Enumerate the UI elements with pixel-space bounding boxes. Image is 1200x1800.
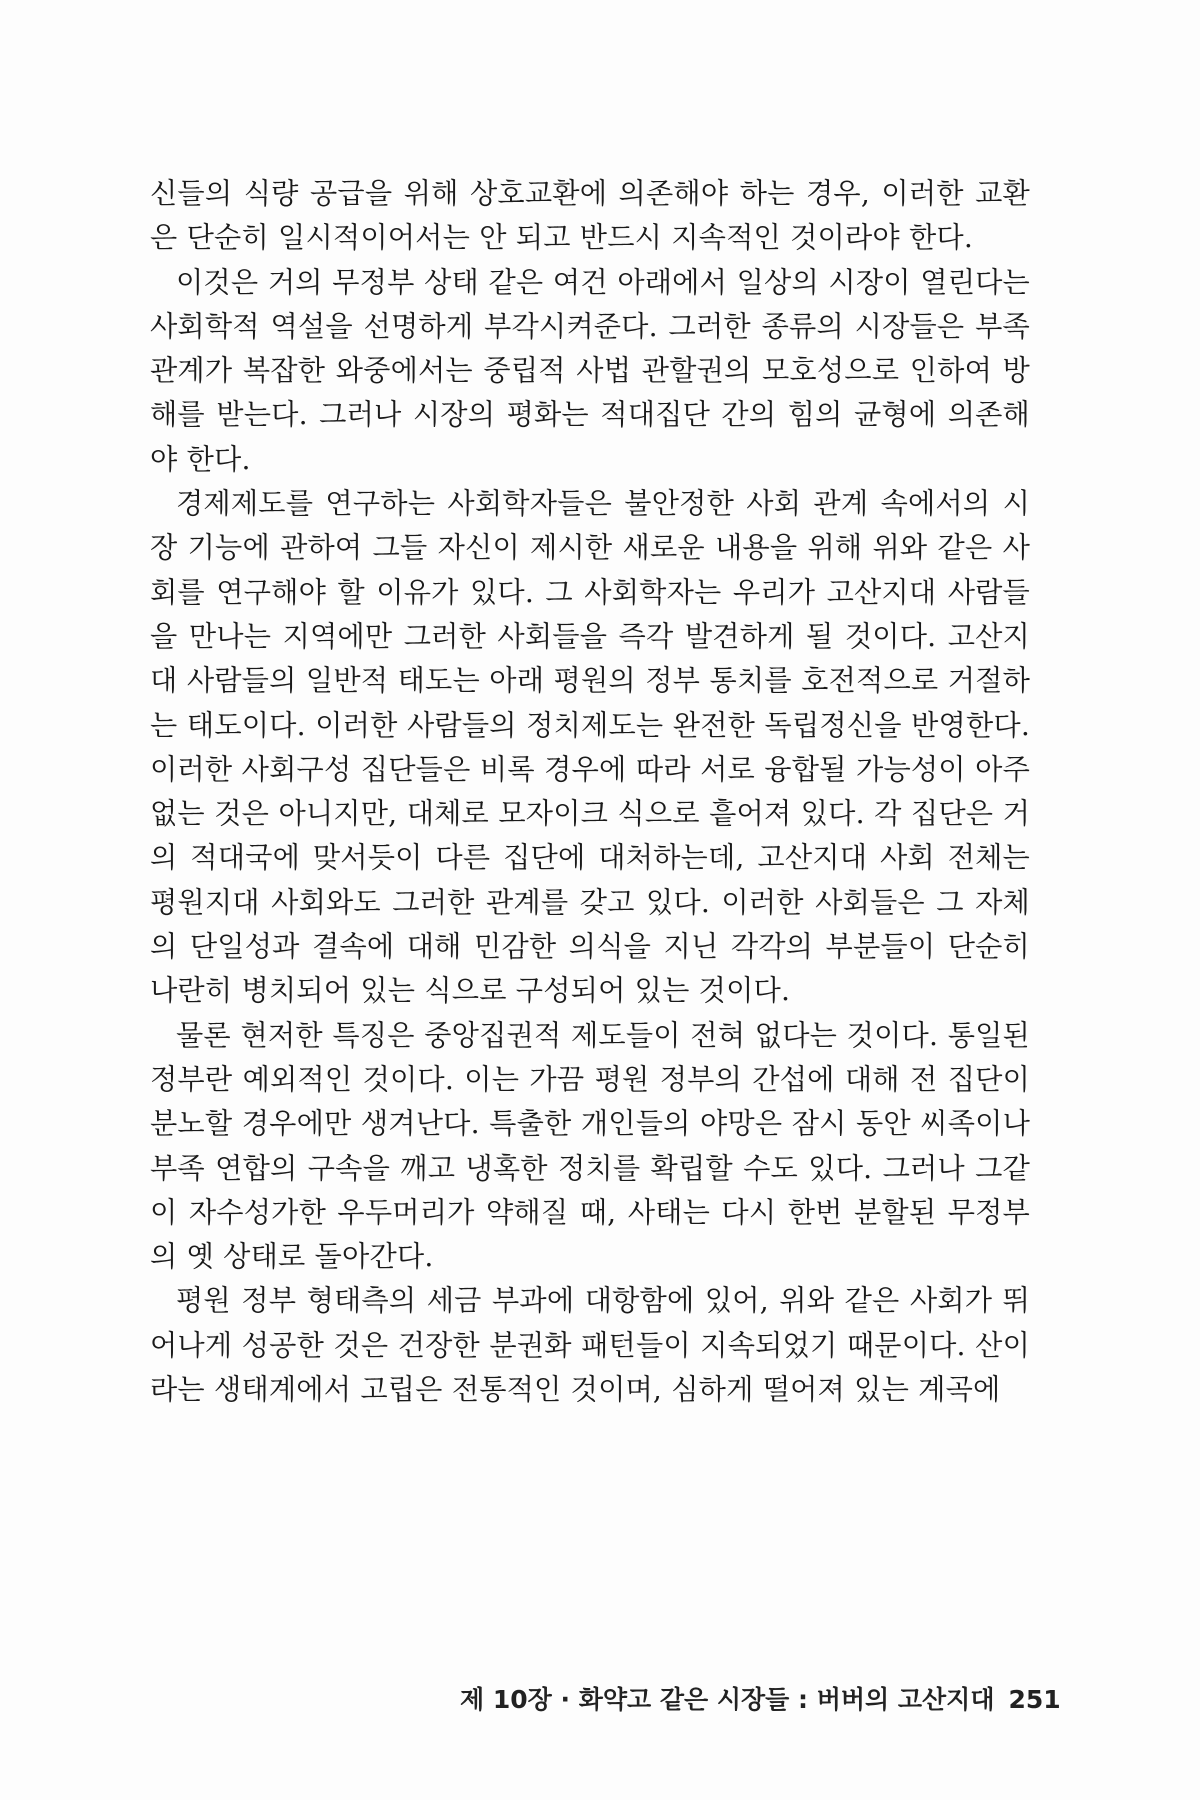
paragraph-4: 물론 현저한 특징은 중앙집권적 제도들이 전혀 없다는 것이다. 통일된 정부란 예외적인 것이다. 이는 가끔 평원 정부의 간섭에 대해 전 집단이 분노할 경우에만 생겨난다. 특출한 개인들의 야망은 잠시 동안 씨족이나 부족 연합의 구속을 깨고 냉혹한 정치를 확립할 수도 있다. 그러나 그같이 자수성가한 우두머리가 약해질 때, 사태는 다시 한번 분할된 무정부의 옛 상태로 돌아간다. [150,1018,1030,1274]
page-number: 251 [1008,1685,1061,1714]
paragraph-5: 평원 정부 형태측의 세금 부과에 대항함에 있어, 위와 같은 사회가 뛰어나게 성공한 것은 건장한 분권화 패턴들이 지속되었기 때문이다. 산이라는 생태계에서 고립은 전통적인 것이며, 심하게 떨어져 있는 계곡에 [150,1284,1030,1407]
running-title: 제 10장 · 화약고 같은 시장들 : 버버의 고산지대 [460,1685,995,1714]
paragraph-1: 신들의 식량 공급을 위해 상호교환에 의존해야 하는 경우, 이러한 교환은 단순히 일시적이어서는 안 되고 반드시 지속적인 것이라야 한다. [150,177,1030,255]
body-text [150,172,1030,1412]
paragraph-3: 경제제도를 연구하는 사회학자들은 불안정한 사회 관계 속에서의 시장 기능에 관하여 그들 자신이 제시한 새로운 내용을 위해 위와 같은 사회를 연구해야 할 이유가 있다. 그 사회학자는 우리가 고산지대 사람들을 만나는 지역에만 그러한 사회들을 즉각 발견하게 될 것이다. 고산지대 사람들의 일반적 태도는 아래 평원의 정부 통치를 호전적으로 거절하는 태도이다. 이러한 사람들의 정치제도는 완전한 독립정신을 반영한다. 이러한 사회구성 집단들은 비록 경우에 따라 서로 융합될 가능성이 아주 없는 것은 아니지만, 대체로 모자이크 식으로 흩어져 있다. 각 집단은 거의 적대국에 맞서듯이 다른 집단에 대처하는데, 고산지대 사회 전체는 평원지대 사회와도 그러한 관계를 갖고 있다. 이러한 사회들은 그 자체의 단일성과 결속에 대해 민감한 의식을 지닌 각각의 부분들이 단순히 나란히 병치되어 있는 식으로 구성되어 있는 것이다. [150,487,1030,1008]
paragraph-2: 이것은 거의 무정부 상태 같은 여건 아래에서 일상의 시장이 열린다는 사회학적 역설을 선명하게 부각시켜준다. 그러한 종류의 시장들은 부족 관계가 복잡한 와중에서는 중립적 사법 관할권의 모호성으로 인하여 방해를 받는다. 그러나 시장의 평화는 적대집단 간의 힘의 균형에 의존해야 한다. [150,265,1030,476]
page-footer [460,1680,1061,1716]
